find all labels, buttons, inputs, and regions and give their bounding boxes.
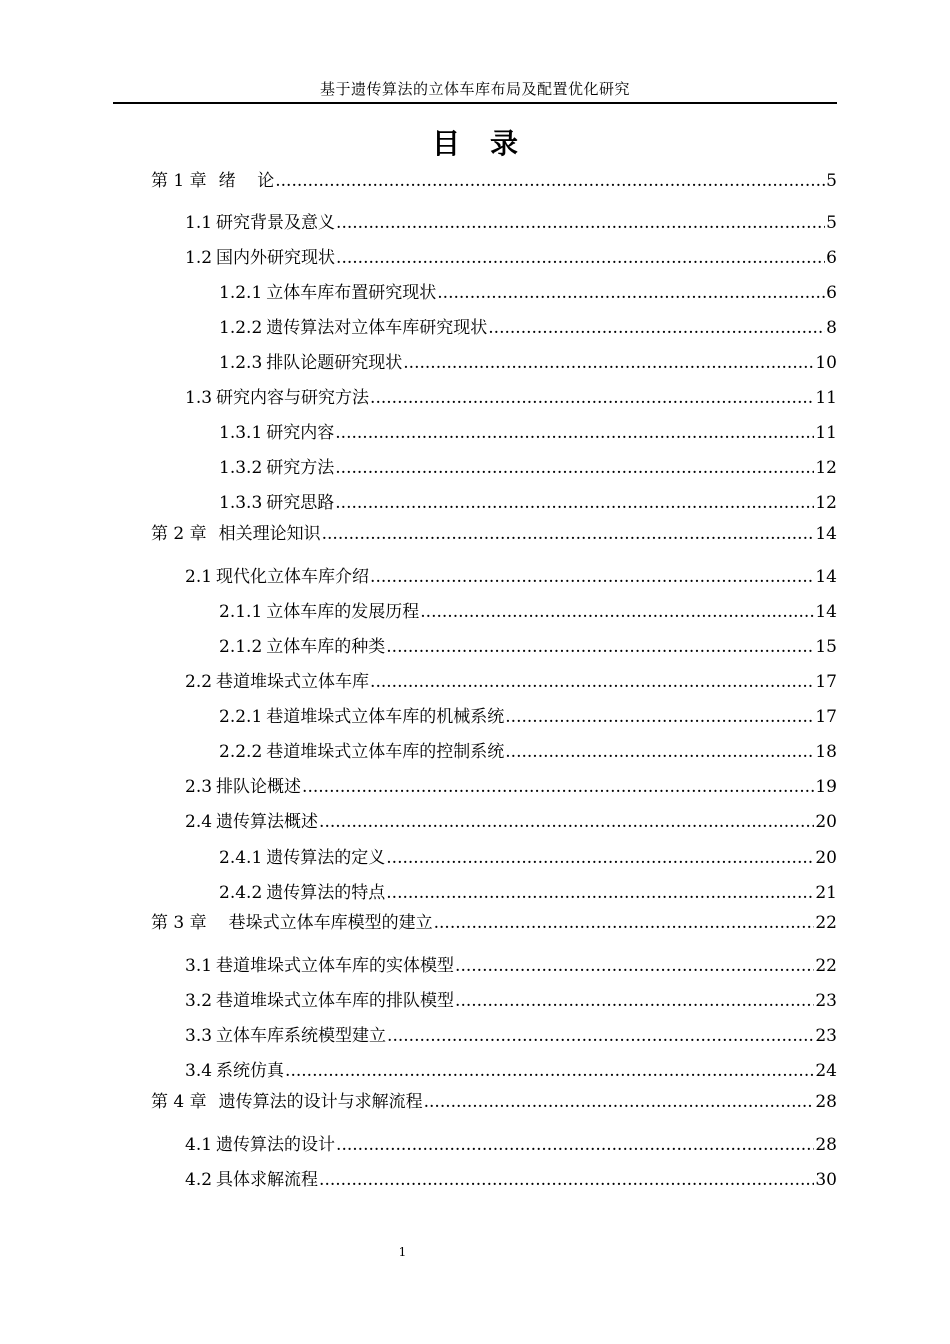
toc-page: 11 [815,423,837,443]
toc-number: 2.2 [185,672,213,692]
toc-number: 2.3 [185,777,213,797]
toc-number: 1.3 [185,388,213,408]
toc-number: 3.1 [185,956,213,976]
toc-text: 立体车库的发展历程 [266,602,420,622]
toc-text: 遗传算法的定义 [266,848,386,868]
toc-page: 14 [815,602,837,622]
toc-text: 巷垛式立体车库模型的建立 [228,913,433,933]
toc-text: 巷道堆垛式立体车库的实体模型 [216,956,455,976]
toc-number: 2.1.1 [219,602,263,622]
toc-entry-2-1-2[interactable] [219,635,837,659]
toc-leader [319,1168,814,1192]
toc-page: 23 [815,991,837,1011]
toc-page: 20 [815,848,837,868]
toc-leader [403,351,814,375]
toc-page: 30 [815,1170,837,1190]
toc-entry-3-4[interactable] [185,1059,837,1083]
toc-entry-3-3[interactable] [185,1024,837,1048]
toc-entry-1-1[interactable] [185,211,837,235]
toc-page: 22 [815,956,837,976]
toc-page: 8 [826,318,837,338]
toc-text: 绪 论 [218,171,275,191]
toc-leader [505,705,814,729]
toc-page: 18 [815,742,837,762]
toc-entry-1-2-1[interactable] [219,281,837,305]
toc-text: 国内外研究现状 [216,248,336,268]
toc-entry-2-3[interactable] [185,775,837,799]
toc-leader [424,1090,815,1114]
toc-text: 排队论概述 [216,777,302,797]
toc-page: 24 [815,1061,837,1081]
toc-number: 1.1 [185,213,213,233]
toc-page: 20 [815,812,837,832]
toc-leader [336,246,825,270]
toc-entry-ch4[interactable] [151,1090,837,1114]
toc-page: 6 [826,283,837,303]
toc-text: 研究内容 [266,423,335,443]
toc-text: 立体车库系统模型建立 [216,1026,387,1046]
toc-number: 2.2.1 [219,707,263,727]
toc-number: 2.4.2 [219,883,263,903]
toc-leader [275,169,825,193]
toc-leader [434,911,815,935]
toc-number: 3.4 [185,1061,213,1081]
toc-leader [370,386,814,410]
toc-entry-ch3[interactable] [151,911,837,935]
toc-page: 22 [815,913,837,933]
toc-leader [386,846,814,870]
toc-number: 1.2.3 [219,353,263,373]
toc-number: 第 2 章 [151,524,207,544]
toc-number: 2.4 [185,812,213,832]
toc-page: 14 [815,524,837,544]
toc-number: 第 3 章 [151,913,207,933]
toc-leader [420,600,814,624]
toc-page: 12 [815,493,837,513]
toc-leader [335,491,814,515]
toc-text: 立体车库的种类 [266,637,386,657]
running-header: 基于遗传算法的立体车库布局及配置优化研究 [319,80,630,98]
toc-page: 28 [815,1135,837,1155]
toc-text: 研究背景及意义 [216,213,336,233]
toc-leader [505,740,814,764]
toc-entry-2-1-1[interactable] [219,600,837,624]
toc-page: 19 [815,777,837,797]
toc-text: 遗传算法的设计 [216,1135,336,1155]
toc-text: 研究方法 [266,458,335,478]
toc-leader [336,211,825,235]
toc-number: 2.1 [185,567,213,587]
toc-entry-1-2[interactable] [185,246,837,270]
toc-text: 系统仿真 [216,1061,285,1081]
toc-entry-2-4-2[interactable] [219,881,837,905]
toc-leader [335,456,814,480]
toc-text: 研究内容与研究方法 [216,388,370,408]
toc-leader [455,989,814,1013]
toc-page: 10 [815,353,837,373]
toc-number: 1.3.2 [219,458,263,478]
toc-text: 巷道堆垛式立体车库 [216,672,370,692]
toc-entry-ch2[interactable] [151,522,837,546]
toc-page: 28 [815,1092,837,1112]
toc-leader [285,1059,814,1083]
toc-number: 第 4 章 [151,1092,207,1112]
toc-number: 3.2 [185,991,213,1011]
toc-entry-4-2[interactable] [185,1168,837,1192]
toc-text: 现代化立体车库介绍 [216,567,370,587]
toc-entry-1-3[interactable] [185,386,837,410]
toc-entry-2-4[interactable] [185,810,837,834]
toc-number: 1.2 [185,248,213,268]
toc-entry-1-2-2[interactable] [219,316,837,340]
toc-text: 遗传算法对立体车库研究现状 [266,318,488,338]
toc-number: 2.1.2 [219,637,263,657]
toc-page: 23 [815,1026,837,1046]
toc-entry-4-1[interactable] [185,1133,837,1157]
toc-number: 4.1 [185,1135,213,1155]
toc-number: 1.2.1 [219,283,263,303]
toc-entry-2-2-1[interactable] [219,705,837,729]
toc-entry-2-1[interactable] [185,565,837,589]
toc-page: 11 [815,388,837,408]
toc-leader [322,522,815,546]
toc-text: 遗传算法概述 [216,812,319,832]
toc-page: 21 [815,883,837,903]
header-rule [113,102,837,104]
toc-entry-3-1[interactable] [185,954,837,978]
toc-leader [335,421,814,445]
toc-number: 1.2.2 [219,318,263,338]
toc-page: 17 [815,672,837,692]
toc-text: 巷道堆垛式立体车库的控制系统 [266,742,505,762]
toc-leader [336,1133,814,1157]
toc-title: 目录 [431,127,548,160]
toc-entry-1-3-1[interactable] [219,421,837,445]
toc-leader [437,281,825,305]
toc-text: 遗传算法的设计与求解流程 [218,1092,423,1112]
toc-leader [455,954,814,978]
toc-leader [370,565,814,589]
toc-entry-1-3-2[interactable] [219,456,837,480]
toc-leader [386,635,814,659]
toc-number: 第 1 章 [151,171,207,191]
toc-entry-2-2[interactable] [185,670,837,694]
toc-entry-1-3-3[interactable] [219,491,837,515]
toc-leader [488,316,825,340]
toc-text: 研究思路 [266,493,335,513]
toc-leader [370,670,814,694]
toc-entry-ch1[interactable] [151,169,837,193]
toc-text: 巷道堆垛式立体车库的机械系统 [266,707,505,727]
toc-text: 遗传算法的特点 [266,883,386,903]
toc-leader [319,810,814,834]
page-number: 1 [398,1245,407,1259]
toc-page: 12 [815,458,837,478]
toc-number: 2.4.1 [219,848,263,868]
toc-number: 3.3 [185,1026,213,1046]
toc-text: 具体求解流程 [216,1170,319,1190]
toc-text: 相关理论知识 [218,524,321,544]
toc-leader [386,881,814,905]
toc-leader [302,775,814,799]
toc-number: 4.2 [185,1170,213,1190]
toc-page: 5 [826,171,837,191]
toc-page: 15 [815,637,837,657]
toc-text: 巷道堆垛式立体车库的排队模型 [216,991,455,1011]
toc-page: 14 [815,567,837,587]
toc-page: 5 [826,213,837,233]
toc-entry-2-4-1[interactable] [219,846,837,870]
toc-number: 2.2.2 [219,742,263,762]
toc-entry-2-2-2[interactable] [219,740,837,764]
toc-page: 17 [815,707,837,727]
toc-page: 6 [826,248,837,268]
toc-leader [387,1024,814,1048]
toc-number: 1.3.1 [219,423,263,443]
toc-entry-3-2[interactable] [185,989,837,1013]
toc-number: 1.3.3 [219,493,263,513]
toc-text: 排队论题研究现状 [266,353,403,373]
toc-text: 立体车库布置研究现状 [266,283,437,303]
toc-entry-1-2-3[interactable] [219,351,837,375]
